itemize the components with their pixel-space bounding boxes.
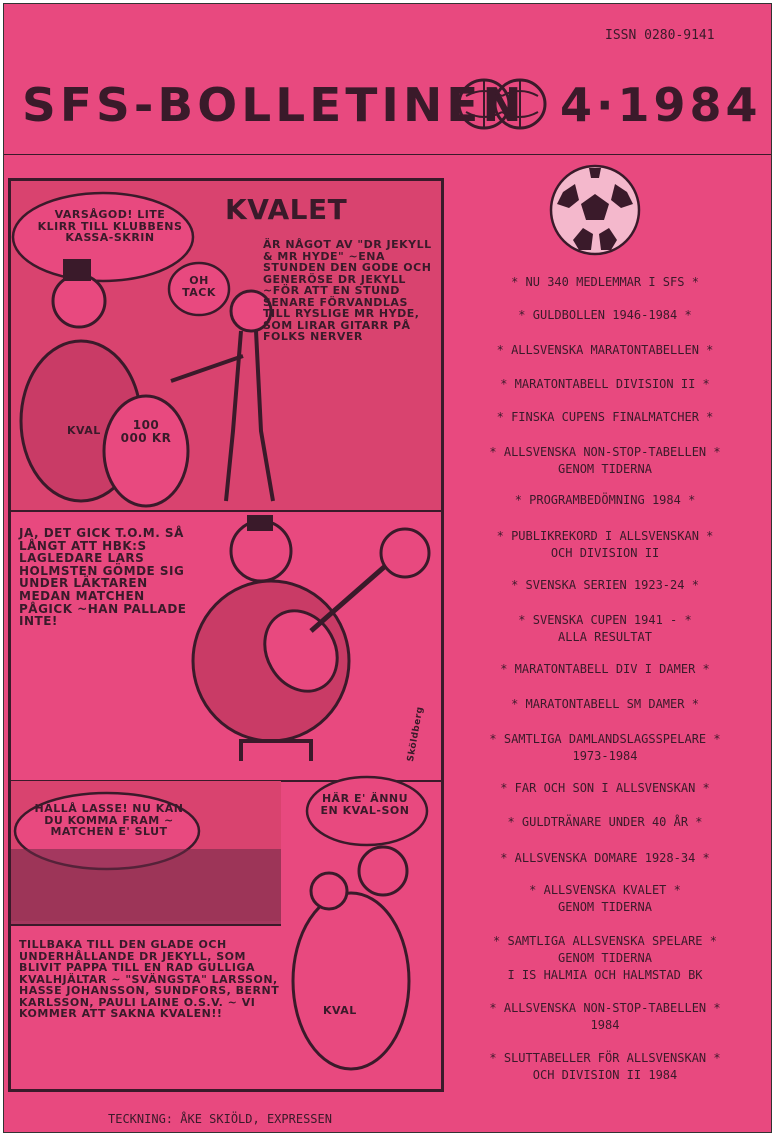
issue-number: 4·1984 xyxy=(560,78,762,132)
contents-item: * SLUTTABELLER FÖR ALLSVENSKAN * OCH DIVISION II 1984 xyxy=(489,1051,721,1082)
contents-item: * SVENSKA CUPEN 1941 - * ALLA RESULTAT xyxy=(518,613,692,644)
contents-item: * GULDBOLLEN 1946-1984 * xyxy=(518,308,692,322)
contents-item: * SAMTLIGA DAMLANDSLAGSSPELARE * 1973-1984 xyxy=(489,732,721,763)
masthead xyxy=(22,74,762,138)
speech-bubble-kval-son: HÄR E' ÄNNU EN KVAL-SON xyxy=(320,792,410,817)
magazine-cover xyxy=(3,3,772,1133)
kval-label: KVAL xyxy=(67,424,101,437)
illustration-credit: TECKNING: ÅKE SKIÖLD, EXPRESSEN xyxy=(108,1112,332,1126)
issn-number: ISSN 0280-9141 xyxy=(605,28,715,43)
contents-item: * GULDTRÄNARE UNDER 40 ÅR * xyxy=(507,815,703,829)
artist-signature: Sköldberg xyxy=(406,705,426,763)
contents-item: * ALLSVENSKA NON-STOP-TABELLEN * 1984 xyxy=(489,1001,721,1032)
contents-item: * MARATONTABELL DIV I DAMER * xyxy=(500,662,710,676)
football-icon xyxy=(543,162,647,258)
comic-strip xyxy=(8,178,444,1092)
header-divider xyxy=(4,154,771,155)
panel1-caption: ÄR NÅGOT AV "DR JEKYLL & MR HYDE" ~ENA STUNDEN DEN GODE OCH GENERÖSE DR JEKYLL ~FÖR ATT EN STUND SENARE FÖRVANDLAS TILL RYSLIGE MR HYDE, SOM LIRAR GITARR PÅ FOLKS NERVER xyxy=(263,238,432,344)
comic-title: KVALET xyxy=(225,193,348,226)
contents-item: * SVENSKA SERIEN 1923-24 * xyxy=(511,578,699,592)
contents-item: * ALLSVENSKA DOMARE 1928-34 * xyxy=(500,851,710,865)
contents-item: * PUBLIKREKORD I ALLSVENSKAN * OCH DIVISION II xyxy=(496,529,714,560)
magazine-title: SFS-BOLLETINEN xyxy=(22,78,526,132)
panel2-caption: JA, DET GICK T.O.M. SÅ LÅNGT ATT HBK:S LAGLEDARE LARS HOLMSTEN GÖMDE SIG UNDER LÄKTAREN MEDAN MATCHEN PÅGICK ~HAN PALLADE INTE! xyxy=(19,526,187,629)
contents-item: * SAMTLIGA ALLSVENSKA SPELARE * GENOM TIDERNA I IS HALMIA OCH HALMSTAD BK xyxy=(493,934,717,982)
contents-item: * FINSKA CUPENS FINALMATCHER * xyxy=(496,410,714,424)
contents-item: * MARATONTABELL DIVISION II * xyxy=(500,377,710,391)
contents-item: * PROGRAMBEDÖMNING 1984 * xyxy=(514,493,696,507)
speech-bubble-thanks: OH TACK xyxy=(182,274,216,299)
contents-item: * NU 340 MEDLEMMAR I SFS * xyxy=(511,275,699,289)
contents-item: * MARATONTABELL SM DAMER * xyxy=(511,697,699,711)
double-football-icon xyxy=(456,76,548,132)
contents-item: * ALLSVENSKA MARATONTABELLEN * xyxy=(496,343,714,357)
contents-item: * ALLSVENSKA NON-STOP-TABELLEN * GENOM TIDERNA xyxy=(489,445,721,476)
money-bag-label: 100 000 KR xyxy=(120,418,172,445)
speech-bubble-halla: HALLÅ LASSE! NU KAN DU KOMMA FRAM ~ MATCHEN E' SLUT xyxy=(34,802,184,839)
kval-son-label: KVAL xyxy=(323,1004,357,1017)
contents-item: * ALLSVENSKA KVALET * GENOM TIDERNA xyxy=(529,883,681,914)
panel3-caption: TILLBAKA TILL DEN GLADE OCH UNDERHÅLLANDE DR JEKYLL, SOM BLIVIT PAPPA TILL EN RAD GULLIGA KVALHJÄLTAR ~ "SVÄNGSTA" LARSSON, HASSE JOHANSSON, SUNDFORS, BERNT KARLSSON, PAULI LAINE O.S.V. ~ VI KOMMER ATT SAKNA KVALEN!! xyxy=(19,938,280,1021)
speech-bubble-offer: VARSÅGOD! LITE KLIRR TILL KLUBBENS KASSA-SKRIN xyxy=(37,208,183,245)
contents-item: * FAR OCH SON I ALLSVENSKAN * xyxy=(500,781,710,795)
